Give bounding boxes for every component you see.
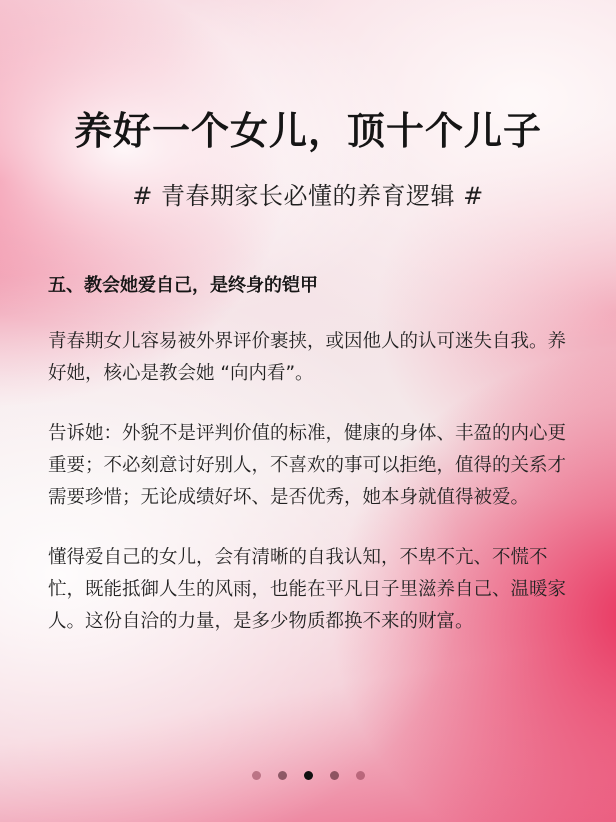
page-subtitle: # 青春期家长必懂的养育逻辑 #	[132, 182, 484, 210]
page-title: 养好一个女儿，顶十个儿子	[73, 109, 542, 153]
article-body	[48, 272, 578, 666]
carousel-pagination	[0, 771, 616, 780]
page-dot-1[interactable]	[252, 771, 261, 780]
section-heading: 五、教会她爱自己，是终身的铠甲	[48, 275, 318, 296]
page-dot-2[interactable]	[278, 771, 287, 780]
page-dot-3-active[interactable]	[304, 771, 313, 780]
page-dot-4[interactable]	[330, 771, 339, 780]
paragraph-3: 懂得爱自己的女儿，会有清晰的自我认知，不卑不亢、不慌不忙，既能抵御人生的风雨，也能在平凡日子里滋养自己、温暖家人。这份自洽的力量，是多少物质都换不来的财富。	[48, 547, 567, 632]
paragraph-1: 青春期女儿容易被外界评价裹挟，或因他人的认可迷失自我。养好她，核心是教会她 “向内看”。	[48, 331, 567, 384]
paragraph-2: 告诉她：外貌不是评判价值的标准，健康的身体、丰盈的内心更重要；不必刻意讨好别人，不喜欢的事可以拒绝，值得的关系才需要珍惜；无论成绩好坏、是否优秀，她本身就值得被爱。	[48, 423, 567, 508]
page-dot-5[interactable]	[356, 771, 365, 780]
